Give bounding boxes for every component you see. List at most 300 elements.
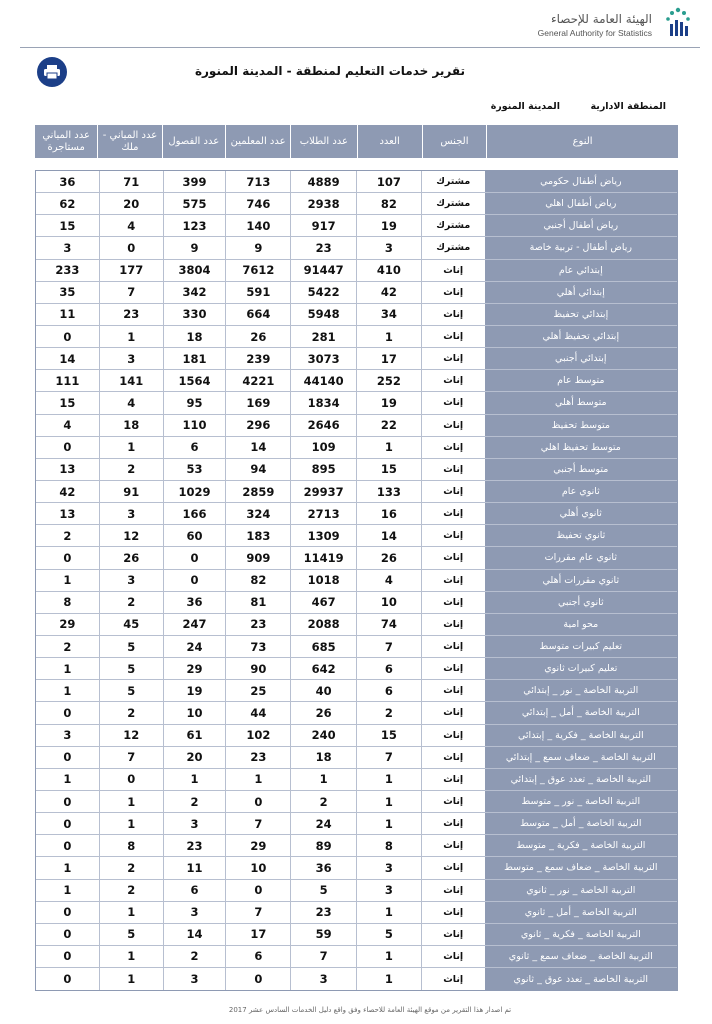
rented-buildings-cell: 0 (63, 972, 72, 987)
count-cell: 16 (356, 503, 421, 524)
type-cell: تعليم كبيرات متوسط (485, 636, 677, 657)
table-row (36, 215, 677, 237)
type-cell: التربية الخاصة _ أمل _ متوسط (485, 813, 677, 834)
students-cell: 1834 (290, 392, 356, 413)
owned-buildings-cell: 26 (99, 547, 163, 568)
type-cell: إبتدائي تحفيظ أهلي (485, 326, 677, 347)
students-cell: 11419 (290, 547, 356, 568)
owned-buildings-cell: 7 (99, 282, 163, 303)
teachers-cell: 90 (225, 658, 290, 679)
rented-buildings-cell: 1 (63, 772, 72, 787)
classes-cell: 29 (163, 658, 226, 679)
table-row (36, 857, 677, 879)
teachers-cell: 239 (225, 348, 290, 369)
owned-buildings-cell: 12 (99, 525, 163, 546)
students-cell: 895 (290, 459, 356, 480)
students-cell: 917 (290, 215, 356, 236)
teachers-cell: 664 (225, 304, 290, 325)
column-header-teachers: عدد المعلمين (226, 125, 290, 158)
type-cell: إبتدائي تحفيظ (485, 304, 677, 325)
table-row (36, 835, 677, 857)
owned-buildings-cell: 23 (99, 304, 163, 325)
students-cell: 3 (290, 968, 356, 990)
teachers-cell: 909 (225, 547, 290, 568)
type-cell: رياض أطفال أجنبي (485, 215, 677, 236)
students-cell: 2646 (290, 415, 356, 436)
students-cell: 685 (290, 636, 356, 657)
gender-cell: إناث (421, 680, 485, 701)
teachers-cell: 82 (225, 570, 290, 591)
type-cell: ثانوي أهلي (485, 503, 677, 524)
table-row (36, 237, 677, 259)
table-header (35, 125, 678, 158)
teachers-cell: 9 (225, 237, 290, 258)
classes-cell: 9 (163, 237, 226, 258)
count-cell: 7 (356, 636, 421, 657)
count-cell: 2 (356, 702, 421, 723)
owned-buildings-cell: 4 (99, 215, 163, 236)
table-row (36, 459, 677, 481)
rented-buildings-cell: 15 (59, 395, 76, 410)
type-cell: ثانوي عام (485, 481, 677, 502)
count-cell: 17 (356, 348, 421, 369)
table-row (36, 437, 677, 459)
owned-buildings-cell: 1 (99, 946, 163, 967)
column-header-rented-buildings: عدد المباني مستاجرة (35, 125, 97, 158)
count-cell: 3 (356, 857, 421, 878)
teachers-cell: 26 (225, 326, 290, 347)
rented-buildings-cell: 0 (63, 750, 72, 765)
type-cell: رياض أطفال - تربية خاصة (485, 237, 677, 258)
table-row (36, 614, 677, 636)
type-cell: إبتدائي أجنبي (485, 348, 677, 369)
teachers-cell: 14 (225, 437, 290, 458)
count-cell: 1 (356, 902, 421, 923)
students-cell: 1 (290, 769, 356, 790)
classes-cell: 3 (163, 902, 226, 923)
table-row (36, 880, 677, 902)
count-cell: 3 (356, 880, 421, 901)
classes-cell: 1029 (163, 481, 226, 502)
teachers-cell: 324 (225, 503, 290, 524)
rented-buildings-cell: 0 (63, 838, 72, 853)
table-row (36, 481, 677, 503)
count-cell: 82 (356, 193, 421, 214)
table-row (36, 525, 677, 547)
gender-cell: إناث (421, 769, 485, 790)
rented-buildings-cell: 0 (63, 705, 72, 720)
table-row (36, 392, 677, 414)
teachers-cell: 25 (225, 680, 290, 701)
gender-cell: إناث (421, 370, 485, 391)
type-cell: محو امية (485, 614, 677, 635)
column-header-students: عدد الطلاب (291, 125, 356, 158)
table-row (36, 304, 677, 326)
gender-cell: إناث (421, 326, 485, 347)
teachers-cell: 296 (225, 415, 290, 436)
owned-buildings-cell: 1 (99, 813, 163, 834)
owned-buildings-cell: 2 (99, 459, 163, 480)
header-divider (20, 47, 700, 48)
students-cell: 23 (290, 237, 356, 258)
gender-cell: إناث (421, 968, 485, 990)
rented-buildings-cell: 13 (59, 462, 76, 477)
footer-note: تم اصدار هذا التقرير من موقع الهيئة العامة للاحصاء وفق واقع دليل الخدمات السادس عشر 2017 (228, 1006, 512, 1014)
teachers-cell: 29 (225, 835, 290, 856)
owned-buildings-cell: 1 (99, 326, 163, 347)
count-cell: 252 (356, 370, 421, 391)
gender-cell: إناث (421, 636, 485, 657)
gender-cell: إناث (421, 747, 485, 768)
teachers-cell: 94 (225, 459, 290, 480)
owned-buildings-cell: 1 (99, 902, 163, 923)
classes-cell: 14 (163, 924, 226, 945)
students-cell: 2713 (290, 503, 356, 524)
students-cell: 642 (290, 658, 356, 679)
table-row (36, 725, 677, 747)
table-row (36, 370, 677, 392)
owned-buildings-cell: 3 (99, 503, 163, 524)
page-title: تقرير خدمات التعليم لمنطقة - المدينة المنورة (194, 64, 466, 78)
gender-cell: إناث (421, 658, 485, 679)
classes-cell: 3 (163, 813, 226, 834)
type-cell: التربية الخاصة _ نور _ ثانوي (485, 880, 677, 901)
count-cell: 8 (356, 835, 421, 856)
students-cell: 26 (290, 702, 356, 723)
rented-buildings-cell: 36 (59, 174, 76, 189)
classes-cell: 123 (163, 215, 226, 236)
count-cell: 74 (356, 614, 421, 635)
type-cell: التربية الخاصة _ فكرية _ إبتدائي (485, 725, 677, 746)
print-button[interactable] (37, 57, 67, 87)
students-cell: 5422 (290, 282, 356, 303)
table-row (36, 570, 677, 592)
table-row (36, 193, 677, 215)
table-row (36, 260, 677, 282)
rented-buildings-cell: 62 (59, 196, 76, 211)
owned-buildings-cell: 91 (99, 481, 163, 502)
type-cell: متوسط أهلي (485, 392, 677, 413)
gender-cell: مشترك (421, 215, 485, 236)
type-cell: التربية الخاصة _ أمل _ إبتدائي (485, 702, 677, 723)
count-cell: 6 (356, 680, 421, 701)
count-cell: 1 (356, 968, 421, 990)
students-cell: 240 (290, 725, 356, 746)
owned-buildings-cell: 2 (99, 880, 163, 901)
rented-buildings-cell: 3 (63, 240, 72, 255)
students-cell: 1309 (290, 525, 356, 546)
rented-buildings-cell: 2 (63, 528, 72, 543)
count-cell: 107 (356, 171, 421, 192)
type-cell: ثانوي أجنبي (485, 592, 677, 613)
owned-buildings-cell: 2 (99, 592, 163, 613)
count-cell: 15 (356, 459, 421, 480)
students-cell: 7 (290, 946, 356, 967)
classes-cell: 1564 (163, 370, 226, 391)
count-cell: 4 (356, 570, 421, 591)
type-cell: إبتدائي أهلي (485, 282, 677, 303)
gender-cell: إناث (421, 437, 485, 458)
teachers-cell: 0 (225, 968, 290, 990)
gender-cell: إناث (421, 725, 485, 746)
students-cell: 2938 (290, 193, 356, 214)
gender-cell: إناث (421, 260, 485, 281)
table-row (36, 924, 677, 946)
teachers-cell: 7 (225, 902, 290, 923)
teachers-cell: 23 (225, 614, 290, 635)
students-cell: 40 (290, 680, 356, 701)
gender-cell: إناث (421, 813, 485, 834)
owned-buildings-cell: 1 (99, 968, 163, 990)
gender-cell: إناث (421, 946, 485, 967)
teachers-cell: 713 (225, 171, 290, 192)
classes-cell: 110 (163, 415, 226, 436)
table-row (36, 791, 677, 813)
region-label: المنطقة الادارية (590, 101, 666, 112)
owned-buildings-cell: 45 (99, 614, 163, 635)
teachers-cell: 102 (225, 725, 290, 746)
count-cell: 14 (356, 525, 421, 546)
table-row (36, 769, 677, 791)
count-cell: 1 (356, 946, 421, 967)
owned-buildings-cell: 2 (99, 702, 163, 723)
students-cell: 5948 (290, 304, 356, 325)
rented-buildings-cell: 111 (55, 373, 80, 388)
owned-buildings-cell: 5 (99, 680, 163, 701)
classes-cell: 0 (163, 547, 226, 568)
region-value: المدينة المنورة (490, 101, 560, 112)
table-row (36, 503, 677, 525)
gender-cell: إناث (421, 392, 485, 413)
rented-buildings-cell: 1 (63, 573, 72, 588)
count-cell: 7 (356, 747, 421, 768)
owned-buildings-cell: 4 (99, 392, 163, 413)
classes-cell: 342 (163, 282, 226, 303)
column-header-count: العدد (358, 125, 422, 158)
gender-cell: إناث (421, 702, 485, 723)
gender-cell: إناث (421, 592, 485, 613)
rented-buildings-cell: 0 (63, 794, 72, 809)
gender-cell: إناث (421, 614, 485, 635)
type-cell: متوسط تحفيظ اهلي (485, 437, 677, 458)
type-cell: إبتدائي عام (485, 260, 677, 281)
rented-buildings-cell: 1 (63, 661, 72, 676)
classes-cell: 61 (163, 725, 226, 746)
table-row (36, 636, 677, 658)
table-row (36, 282, 677, 304)
gender-cell: إناث (421, 791, 485, 812)
owned-buildings-cell: 5 (99, 924, 163, 945)
type-cell: التربية الخاصة _ ضعاف سمع _ ثانوي (485, 946, 677, 967)
teachers-cell: 10 (225, 857, 290, 878)
count-cell: 42 (356, 282, 421, 303)
teachers-cell: 169 (225, 392, 290, 413)
gender-cell: إناث (421, 348, 485, 369)
count-cell: 1 (356, 437, 421, 458)
logo-text-english: General Authority for Statistics (537, 28, 652, 38)
students-cell: 36 (290, 857, 356, 878)
owned-buildings-cell: 5 (99, 658, 163, 679)
table-row (36, 968, 677, 990)
table-row (36, 680, 677, 702)
owned-buildings-cell: 18 (99, 415, 163, 436)
gender-cell: مشترك (421, 193, 485, 214)
gender-cell: إناث (421, 924, 485, 945)
classes-cell: 2 (163, 791, 226, 812)
count-cell: 410 (356, 260, 421, 281)
count-cell: 5 (356, 924, 421, 945)
rented-buildings-cell: 14 (59, 351, 76, 366)
rented-buildings-cell: 2 (63, 639, 72, 654)
rented-buildings-cell: 1 (63, 860, 72, 875)
classes-cell: 18 (163, 326, 226, 347)
count-cell: 1 (356, 813, 421, 834)
column-header-owned-buildings: عدد المباني - ملك (98, 125, 161, 158)
type-cell: ثانوي تحفيظ (485, 525, 677, 546)
students-cell: 1018 (290, 570, 356, 591)
teachers-cell: 2859 (225, 481, 290, 502)
count-cell: 34 (356, 304, 421, 325)
type-cell: التربية الخاصة _ تعدد عوق _ ثانوي (485, 968, 677, 990)
classes-cell: 53 (163, 459, 226, 480)
table-row (36, 326, 677, 348)
owned-buildings-cell: 0 (99, 769, 163, 790)
classes-cell: 11 (163, 857, 226, 878)
rented-buildings-cell: 35 (59, 285, 76, 300)
owned-buildings-cell: 1 (99, 437, 163, 458)
count-cell: 1 (356, 326, 421, 347)
rented-buildings-cell: 4 (63, 418, 72, 433)
students-cell: 467 (290, 592, 356, 613)
table-row (36, 813, 677, 835)
classes-cell: 330 (163, 304, 226, 325)
teachers-cell: 1 (225, 769, 290, 790)
classes-cell: 0 (163, 570, 226, 591)
type-cell: رياض أطفال حكومي (485, 171, 677, 192)
students-cell: 5 (290, 880, 356, 901)
rented-buildings-cell: 8 (63, 595, 72, 610)
count-cell: 19 (356, 392, 421, 413)
owned-buildings-cell: 20 (99, 193, 163, 214)
classes-cell: 1 (163, 769, 226, 790)
classes-cell: 6 (163, 437, 226, 458)
classes-cell: 399 (163, 171, 226, 192)
gender-cell: إناث (421, 902, 485, 923)
gender-cell: مشترك (421, 237, 485, 258)
type-cell: التربية الخاصة _ ضعاف سمع _ متوسط (485, 857, 677, 878)
type-cell: التربية الخاصة _ ضعاف سمع _ إبتدائي (485, 747, 677, 768)
count-cell: 1 (356, 769, 421, 790)
gender-cell: إناث (421, 282, 485, 303)
classes-cell: 23 (163, 835, 226, 856)
logo-text-arabic: الهيئة العامة للإحصاء (550, 12, 652, 26)
owned-buildings-cell: 3 (99, 570, 163, 591)
teachers-cell: 0 (225, 791, 290, 812)
gender-cell: إناث (421, 525, 485, 546)
gender-cell: إناث (421, 415, 485, 436)
type-cell: التربية الخاصة _ أمل _ ثانوي (485, 902, 677, 923)
classes-cell: 60 (163, 525, 226, 546)
gender-cell: إناث (421, 459, 485, 480)
students-cell: 29937 (290, 481, 356, 502)
rented-buildings-cell: 0 (63, 550, 72, 565)
table-row (36, 592, 677, 614)
owned-buildings-cell: 5 (99, 636, 163, 657)
count-cell: 15 (356, 725, 421, 746)
classes-cell: 10 (163, 702, 226, 723)
column-header-type: النوع (487, 125, 678, 158)
table-row (36, 747, 677, 769)
type-cell: التربية الخاصة _ فكرية _ متوسط (485, 835, 677, 856)
gender-cell: إناث (421, 857, 485, 878)
rented-buildings-cell: 1 (63, 883, 72, 898)
type-cell: ثانوي عام مقررات (485, 547, 677, 568)
count-cell: 26 (356, 547, 421, 568)
owned-buildings-cell: 71 (99, 171, 163, 192)
teachers-cell: 7612 (225, 260, 290, 281)
printer-icon (43, 64, 61, 80)
type-cell: متوسط تحفيظ (485, 415, 677, 436)
type-cell: التربية الخاصة _ فكرية _ ثانوي (485, 924, 677, 945)
owned-buildings-cell: 1 (99, 791, 163, 812)
students-cell: 109 (290, 437, 356, 458)
owned-buildings-cell: 0 (99, 237, 163, 258)
classes-cell: 247 (163, 614, 226, 635)
classes-cell: 166 (163, 503, 226, 524)
students-cell: 44140 (290, 370, 356, 391)
students-cell: 89 (290, 835, 356, 856)
gender-cell: إناث (421, 481, 485, 502)
type-cell: تعليم كبيرات ثانوي (485, 658, 677, 679)
teachers-cell: 183 (225, 525, 290, 546)
students-cell: 2 (290, 791, 356, 812)
owned-buildings-cell: 2 (99, 857, 163, 878)
teachers-cell: 140 (225, 215, 290, 236)
table-row (36, 946, 677, 968)
teachers-cell: 0 (225, 880, 290, 901)
classes-cell: 3 (163, 968, 226, 990)
column-header-classes: عدد الفصول (163, 125, 225, 158)
teachers-cell: 44 (225, 702, 290, 723)
column-header-gender: الجنس (423, 125, 486, 158)
teachers-cell: 23 (225, 747, 290, 768)
teachers-cell: 7 (225, 813, 290, 834)
type-cell: متوسط عام (485, 370, 677, 391)
teachers-cell: 591 (225, 282, 290, 303)
classes-cell: 181 (163, 348, 226, 369)
table-body (35, 170, 678, 991)
students-cell: 4889 (290, 171, 356, 192)
teachers-cell: 81 (225, 592, 290, 613)
classes-cell: 24 (163, 636, 226, 657)
rented-buildings-cell: 0 (63, 440, 72, 455)
students-cell: 18 (290, 747, 356, 768)
classes-cell: 19 (163, 680, 226, 701)
teachers-cell: 73 (225, 636, 290, 657)
gender-cell: إناث (421, 304, 485, 325)
classes-cell: 2 (163, 946, 226, 967)
count-cell: 10 (356, 592, 421, 613)
owned-buildings-cell: 12 (99, 725, 163, 746)
count-cell: 133 (356, 481, 421, 502)
rented-buildings-cell: 0 (63, 329, 72, 344)
teachers-cell: 6 (225, 946, 290, 967)
type-cell: ثانوي مقررات أهلي (485, 570, 677, 591)
gender-cell: إناث (421, 835, 485, 856)
rented-buildings-cell: 3 (63, 728, 72, 743)
gastat-logo-icon (660, 4, 696, 42)
table-row (36, 702, 677, 724)
